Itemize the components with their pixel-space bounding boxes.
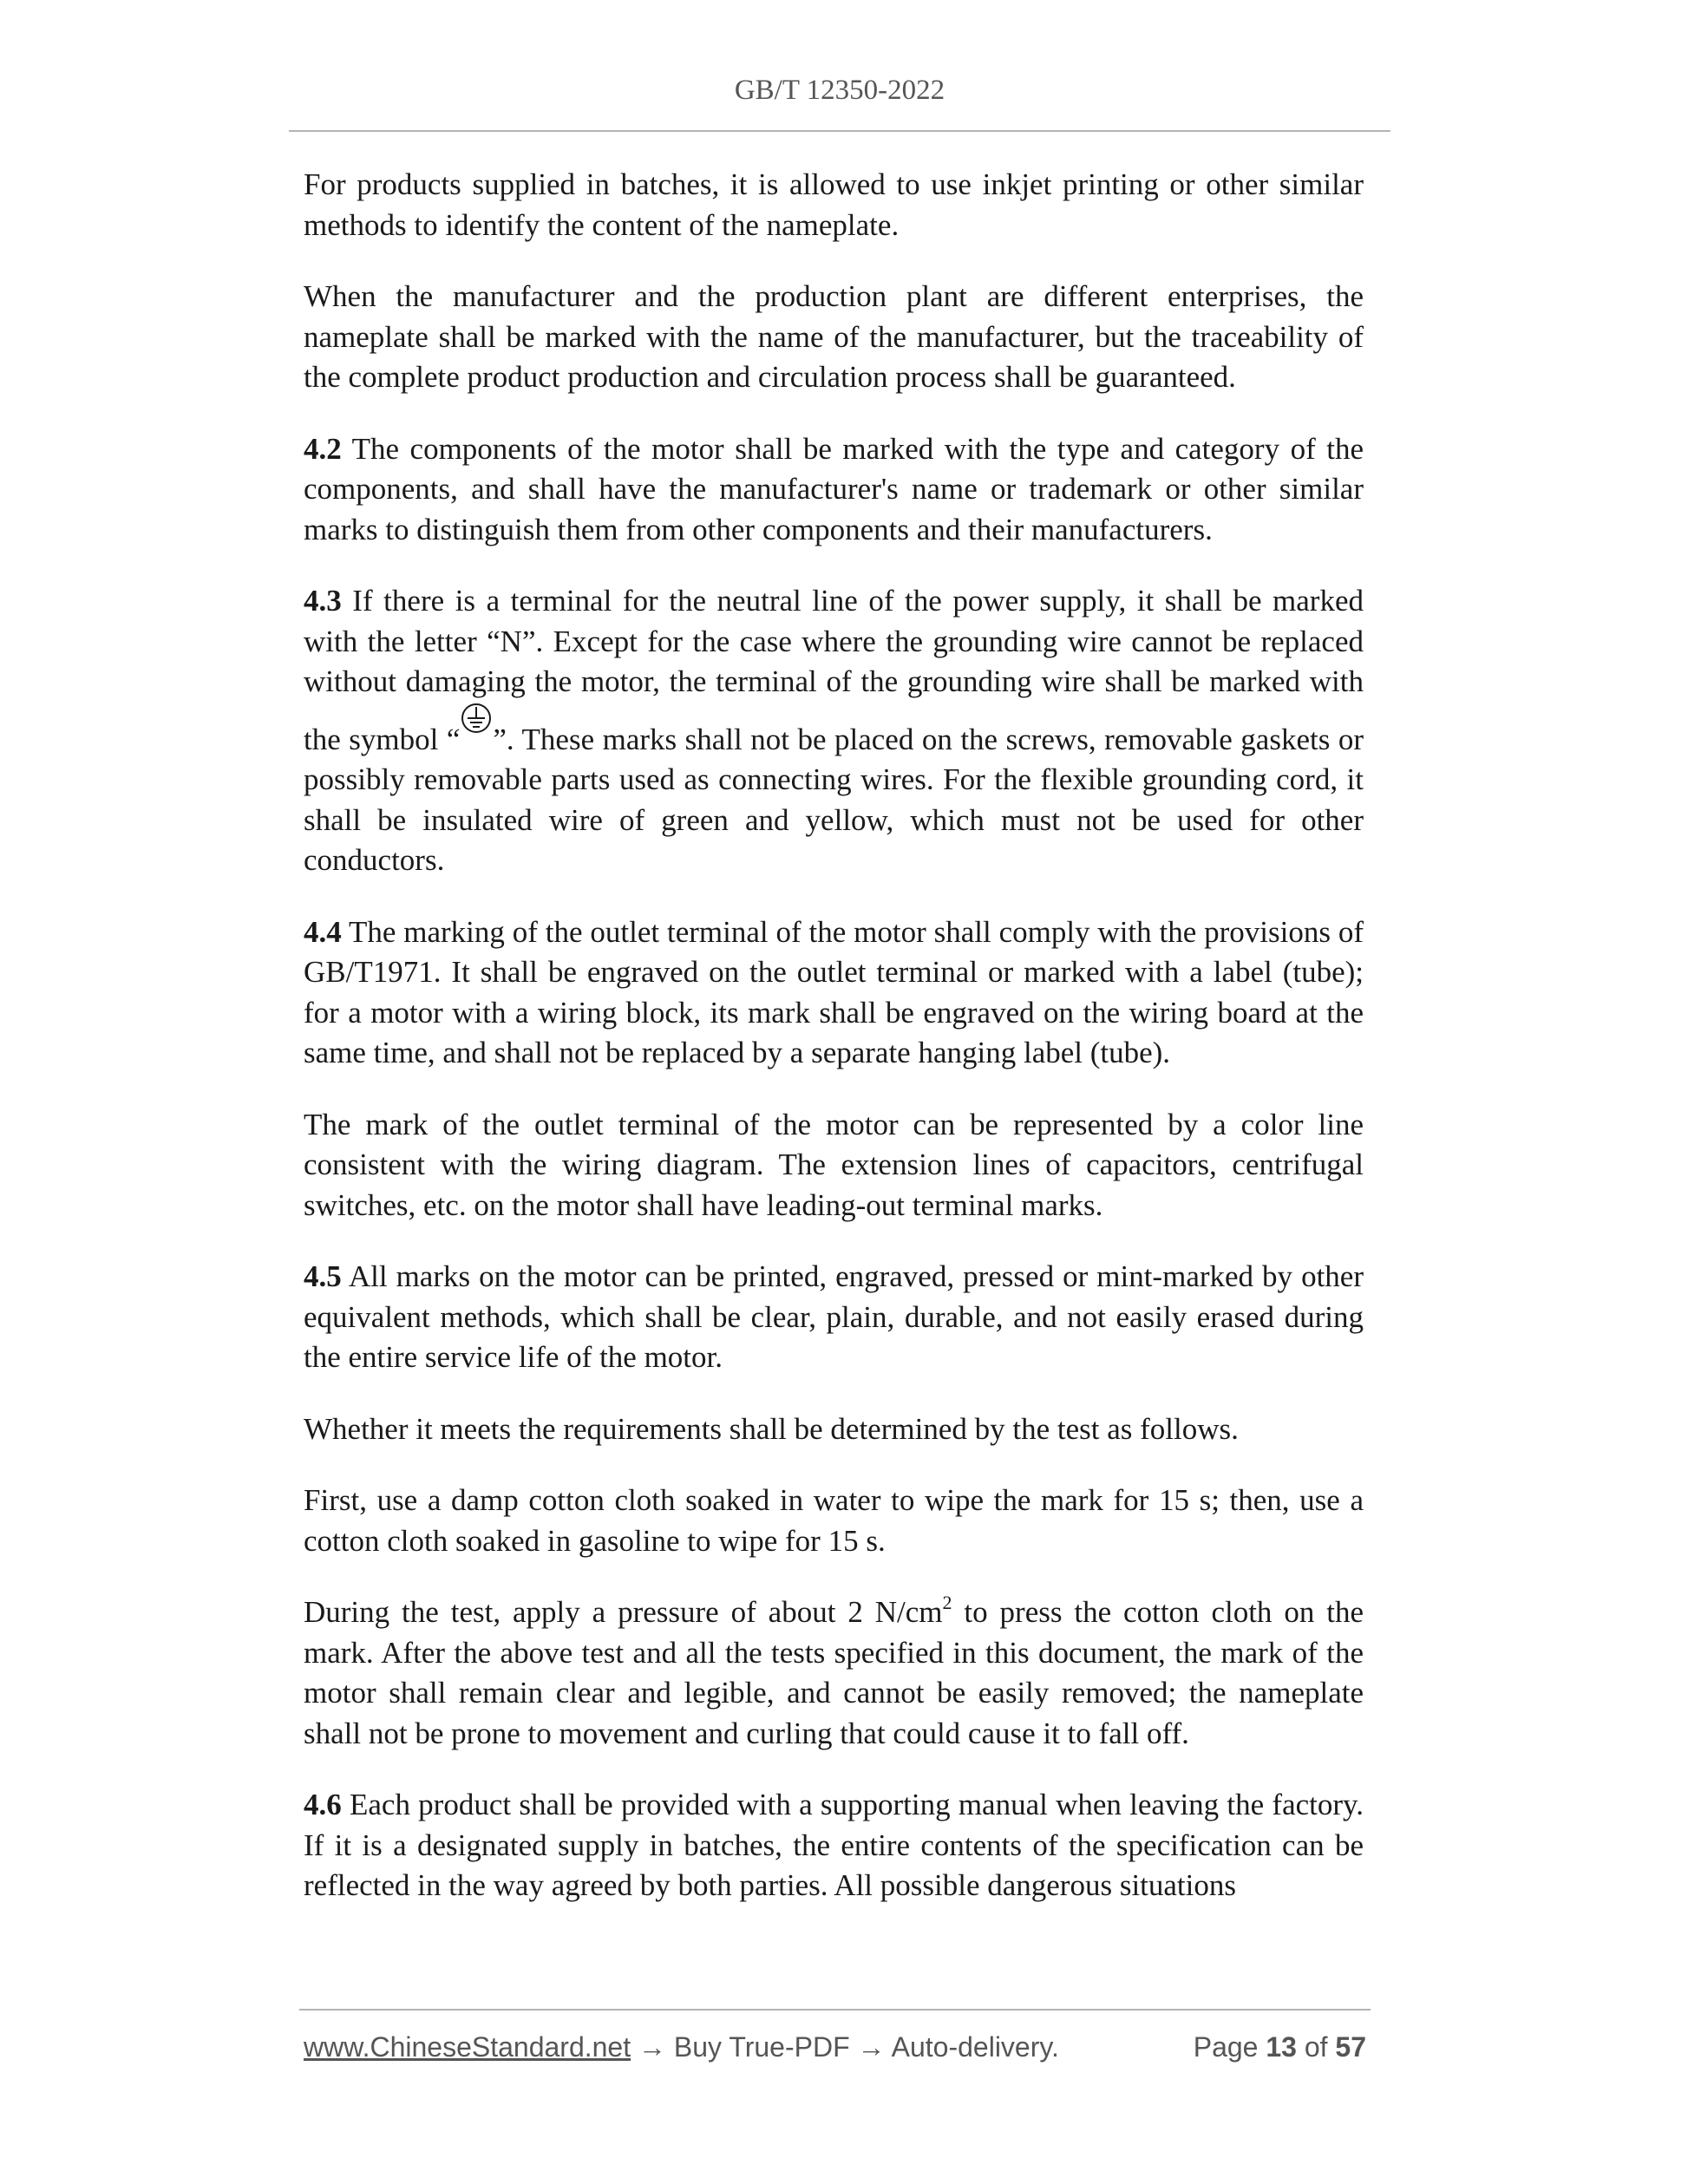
clause-number: 4.6 xyxy=(304,1788,342,1821)
clause-number: 4.3 xyxy=(304,584,342,618)
paragraph-batches: For products supplied in batches, it is allowed to use inkjet printing or other similar methods to identify the content of the nameplate. xyxy=(304,167,1364,242)
footer-divider xyxy=(299,2009,1371,2011)
clause-4-4 xyxy=(304,912,1364,1074)
page-label: Page xyxy=(1193,2031,1259,2063)
document-header: GB/T 12350-2022 xyxy=(734,75,945,106)
clause-4-2 xyxy=(304,429,1364,551)
clause-number: 4.5 xyxy=(304,1259,342,1293)
clause-text: The marking of the outlet terminal of the motor shall comply with the provisions of GB/T1971. It shall be engraved on the outlet terminal or marked with a label (tube); for a motor with a wiring block, its mark shall be engraved on the wiring board at the same time, and shall not be replaced by a separate hanging label (tube). xyxy=(304,914,1364,1069)
protective-earth-icon xyxy=(461,703,492,734)
paragraph-text-continued: to press the cotton cloth on the mark. After the above test and all the tests specified in this document, the mark of the motor shall remain clear and legible, and cannot be easily removed; the nameplate shall not be prone to movement and curling that could cause it to fall off. xyxy=(304,1595,1364,1750)
clause-4-3 xyxy=(304,581,1364,881)
clause-text: The components of the motor shall be marked with the type and category of the components, and shall have the manufacturer's name or trademark or other similar marks to distinguish them from other components and their manufacturers. xyxy=(304,431,1364,546)
document-body xyxy=(304,165,1364,1938)
clause-text: All marks on the motor can be printed, engraved, pressed or mint-marked by other equivalent methods, which shall be clear, plain, durable, and not easily erased during the entire service life of the motor. xyxy=(304,1259,1364,1374)
page-current: 13 xyxy=(1266,2031,1297,2063)
footer-promo xyxy=(304,2031,1059,2063)
clause-text: If there is a terminal for the neutral line of the power supply, it shall be marked with the letter “N”. Except for the case where the grounding wire cannot be replaced without damaging the motor, the terminal of the grounding wire shall be marked with the symbol “ xyxy=(304,584,1364,756)
paragraph-test-intro: Whether it meets the requirements shall be determined by the test as follows. xyxy=(304,1411,1239,1446)
page-indicator xyxy=(1194,2031,1366,2063)
page-total: 57 xyxy=(1335,2031,1366,2063)
clause-number: 4.2 xyxy=(304,431,342,466)
paragraph-text: During the test, apply a pressure of about 2 N/cm xyxy=(304,1595,943,1629)
clause-4-6 xyxy=(304,1785,1364,1906)
paragraph-test-first: First, use a damp cotton cloth soaked in water to wipe the mark for 15 s; then, use a cotton cloth soaked in gasoline to wipe for 15 s. xyxy=(304,1483,1364,1558)
footer-tagline: → Buy True-PDF → Auto-delivery. xyxy=(631,2031,1059,2063)
header-divider xyxy=(289,130,1390,132)
paragraph-test-during xyxy=(304,1592,1364,1754)
clause-text-continued: ”. These marks shall not be placed on the screws, removable gaskets or possibly removable parts used as connecting wires. For the flexible grounding cord, it shall be insulated wire of green and yellow, which must not be used for other conductors. xyxy=(304,722,1364,877)
page-of-label: of xyxy=(1304,2031,1328,2063)
superscript: 2 xyxy=(942,1592,952,1613)
clause-text: Each product shall be provided with a supporting manual when leaving the factory. If it is a designated supply in batches, the entire contents of the specification can be reflected in the way agreed by both parties. All possible dangerous situations xyxy=(304,1788,1364,1902)
website-link[interactable]: www.ChineseStandard.net xyxy=(304,2031,631,2063)
paragraph-color-line: The mark of the outlet terminal of the motor can be represented by a color line consistent with the wiring diagram. The extension lines of capacitors, centrifugal switches, etc. on the motor shall have leading-out terminal marks. xyxy=(304,1107,1364,1222)
clause-4-5 xyxy=(304,1257,1364,1378)
paragraph-manufacturer: When the manufacturer and the production plant are different enterprises, the nameplate shall be marked with the name of the manufacturer, but the traceability of the complete product production and circulation process shall be guaranteed. xyxy=(304,279,1364,394)
clause-number: 4.4 xyxy=(304,914,342,949)
